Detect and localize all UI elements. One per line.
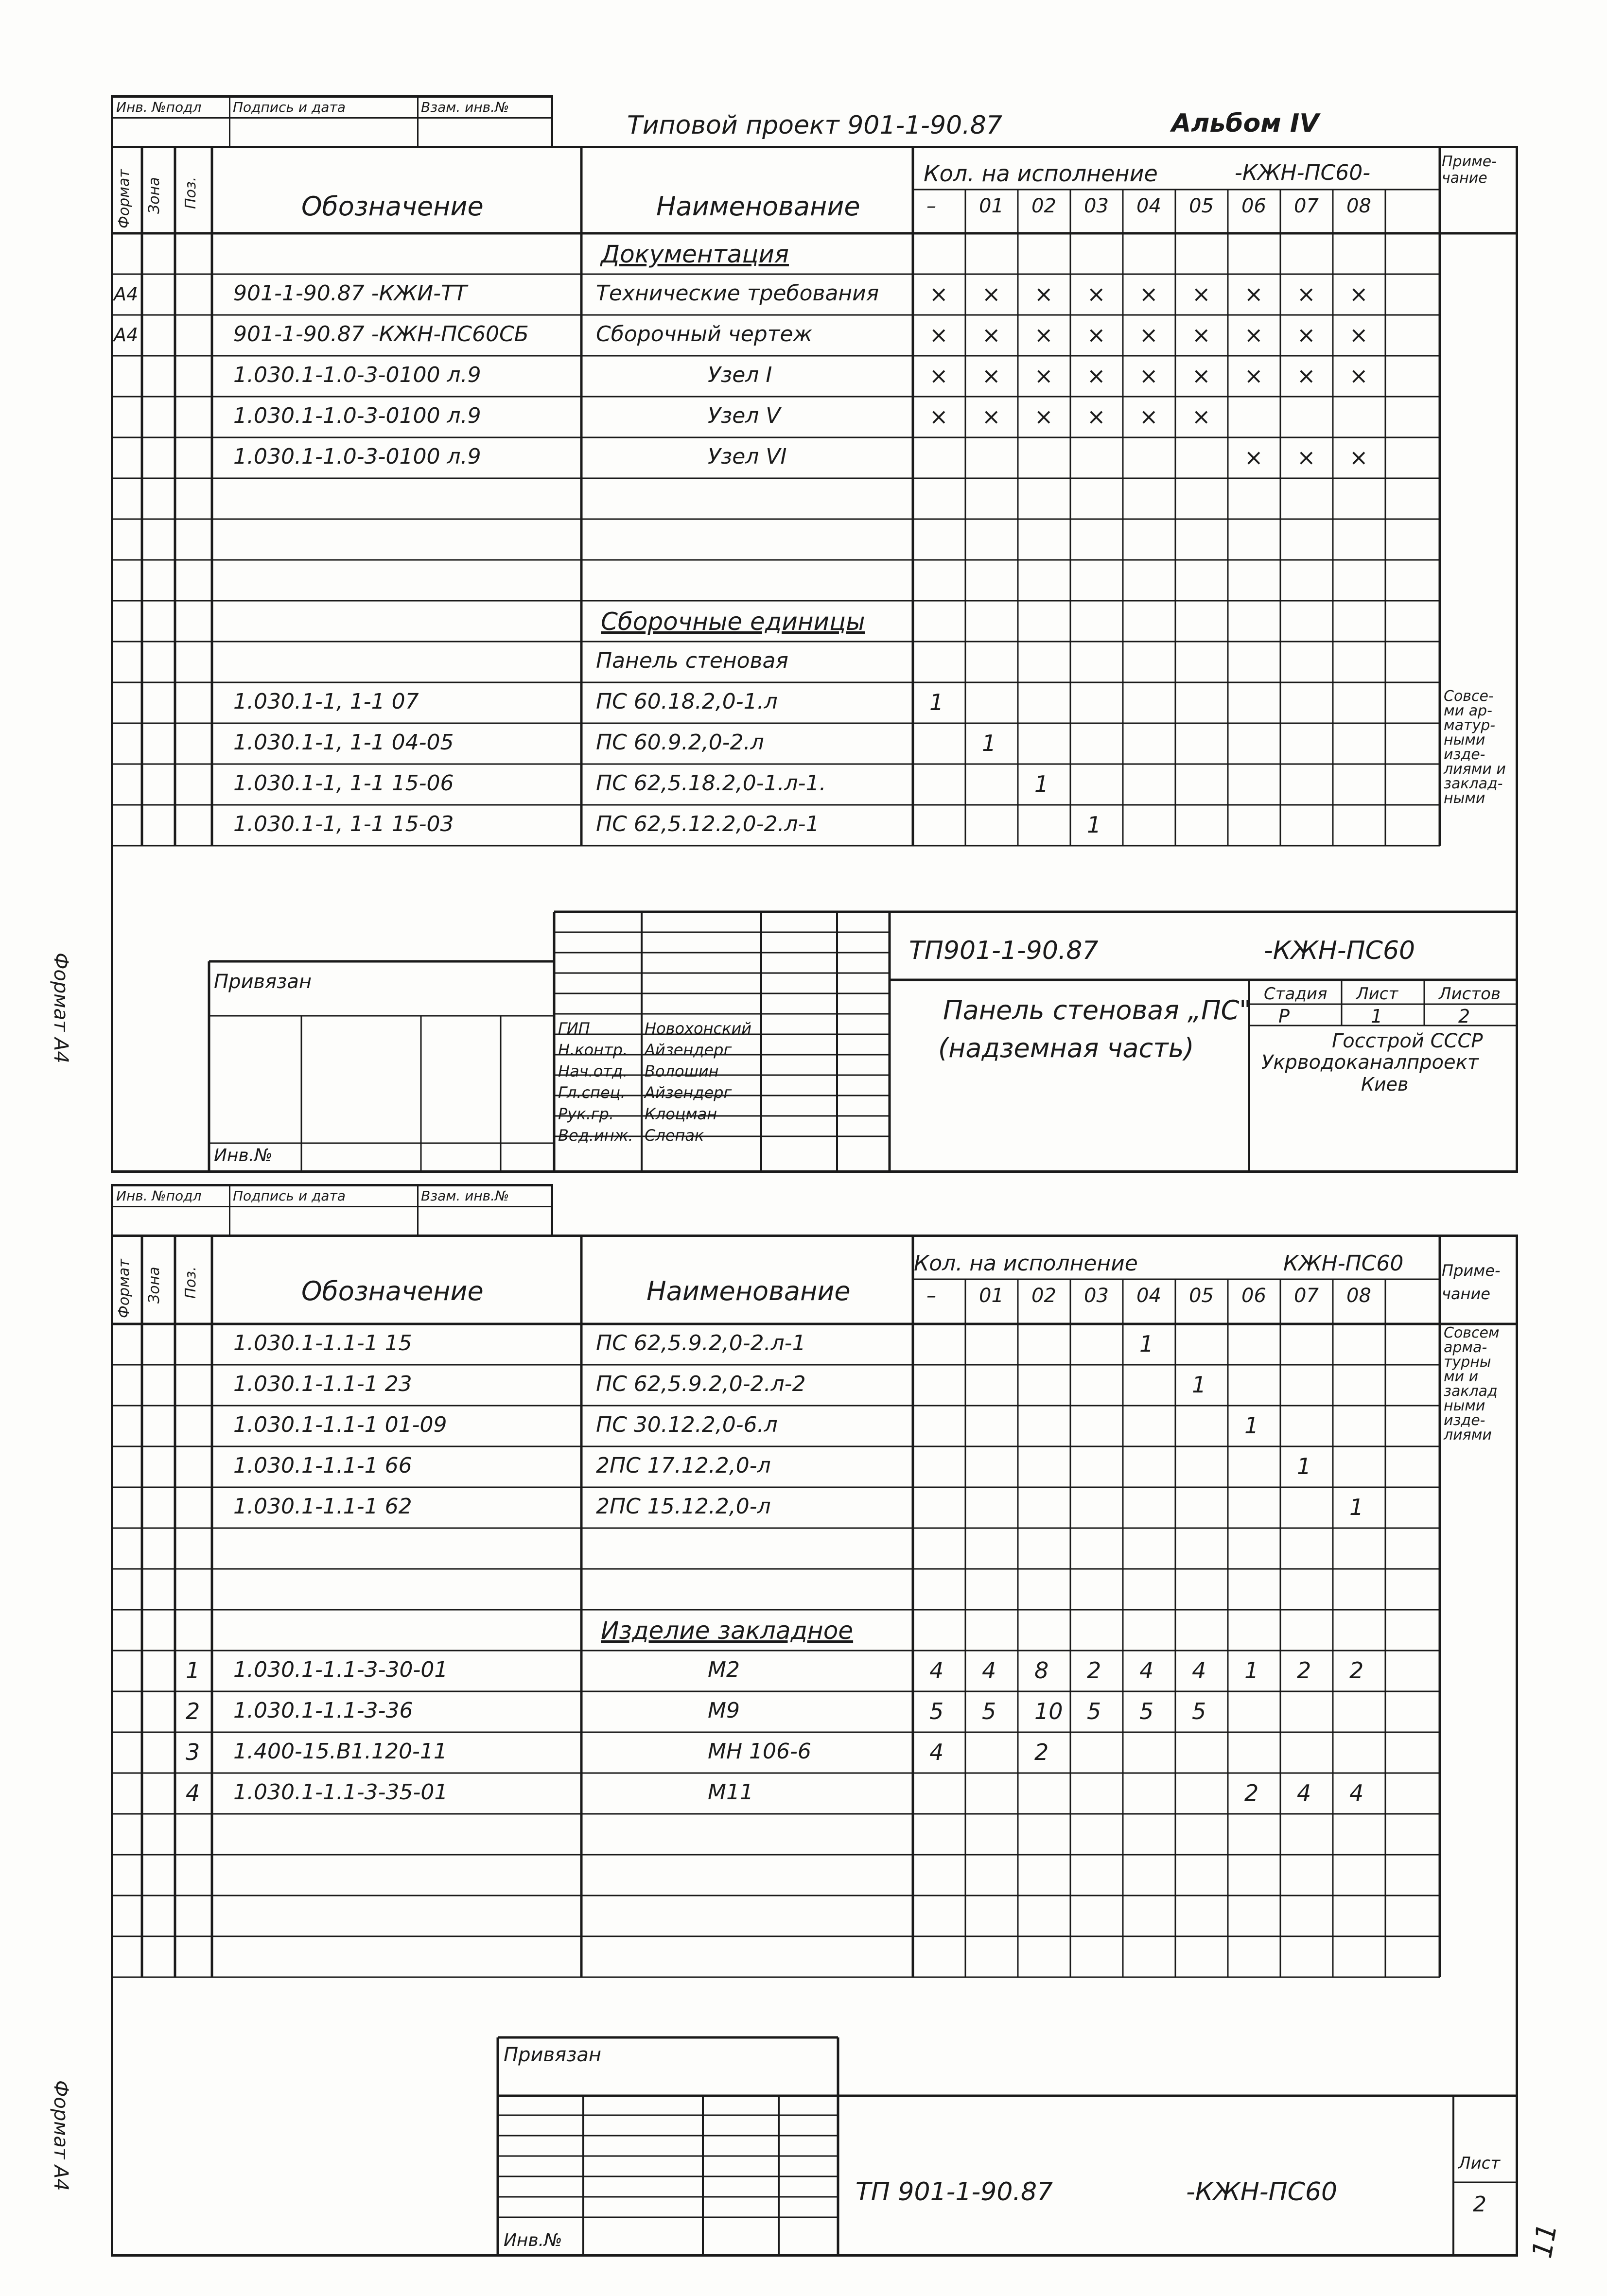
header2-format: Формат	[116, 1259, 133, 1318]
execution-3: 03	[1084, 195, 1109, 217]
row-name: М11	[708, 1780, 753, 1805]
qty-mark: ×	[1139, 281, 1158, 307]
note-line: матур-	[1444, 717, 1496, 734]
execution-2: 02	[1031, 1285, 1056, 1307]
row-format: А4	[114, 324, 139, 346]
signature-role: ГИП	[558, 1019, 590, 1038]
qty-mark: ×	[982, 403, 1001, 430]
qty-mark: ×	[1034, 281, 1053, 307]
qty-mark: ×	[1349, 363, 1368, 389]
execution-4: 04	[1136, 1285, 1161, 1307]
qty-mark: 4	[929, 1739, 944, 1765]
row-name: ПС 62,5.12.2,0-2.л-1	[596, 812, 820, 836]
qty-mark: ×	[982, 322, 1001, 348]
qty-mark: ×	[982, 363, 1001, 389]
qty-mark: 4	[1139, 1657, 1154, 1684]
row-designation: 1.030.1-1.1-3-30-01	[233, 1657, 448, 1682]
row-name: Узел VI	[708, 444, 787, 469]
row-name: ПС 30.12.2,0-6.л	[596, 1412, 778, 1437]
row-designation: 1.030.1-1.1-3-36	[233, 1698, 413, 1723]
qty-mark: ×	[1244, 444, 1263, 470]
section-heading: Документация	[601, 240, 789, 268]
execution-6: 06	[1241, 1285, 1266, 1307]
qty-mark: 5	[1192, 1698, 1206, 1724]
row-pos: 4	[186, 1780, 200, 1806]
project-title: Типовой проект 901-1-90.87	[627, 111, 1002, 140]
execution-2: 02	[1031, 195, 1056, 217]
header2-qty-code: КЖН-ПС60	[1283, 1251, 1404, 1276]
qty-mark: ×	[1297, 363, 1316, 389]
row-name: Сборочный чертеж	[596, 322, 813, 347]
qty-mark: 4	[982, 1657, 996, 1684]
qty-mark: ×	[1139, 322, 1158, 348]
header2-zone: Зона	[146, 1267, 163, 1304]
stamp-inv-label: Инв. №подл	[116, 99, 202, 115]
row-name: МН 106-6	[708, 1739, 811, 1764]
tb-code-suffix: -КЖН-ПС60	[1264, 936, 1415, 965]
qty-mark: ×	[1087, 403, 1106, 430]
signature-role: Нач.отд.	[558, 1062, 628, 1080]
row-name: Узел I	[708, 363, 772, 387]
header-qty-title: Кол. на исполнение	[924, 160, 1158, 187]
qty-mark: ×	[1297, 281, 1316, 307]
qty-mark: 2	[1349, 1657, 1364, 1684]
header-name: Наименование	[656, 191, 860, 222]
tb-sheets-label: Листов	[1439, 984, 1501, 1004]
qty-mark: ×	[929, 322, 948, 348]
row-designation: 1.030.1-1.1-1 15	[233, 1331, 412, 1356]
row-name: М9	[708, 1698, 740, 1723]
signature-name: Новохонский	[645, 1019, 752, 1038]
qty-mark: ×	[1297, 322, 1316, 348]
qty-mark: 5	[929, 1698, 944, 1724]
row-name: 2ПС 17.12.2,0-л	[596, 1453, 771, 1478]
tb-org2: Укрводоканалпроект	[1261, 1051, 1479, 1074]
qty-mark: ×	[1244, 281, 1263, 307]
note-line: изде-	[1444, 1412, 1485, 1429]
qty-mark: ×	[1139, 363, 1158, 389]
qty-mark: ×	[982, 281, 1001, 307]
note-line: изде-	[1444, 746, 1485, 763]
tb-org3: Киев	[1361, 1074, 1409, 1095]
row-pos: 2	[186, 1698, 200, 1724]
qty-mark: ×	[1087, 281, 1106, 307]
execution-1: 01	[979, 1285, 1004, 1307]
qty-mark: 1	[1244, 1657, 1259, 1684]
qty-mark: ×	[1349, 444, 1368, 470]
privyazan-label: Привязан	[214, 971, 312, 993]
qty-mark: ×	[929, 403, 948, 430]
qty-mark: 1	[1244, 1412, 1259, 1439]
note-line: лиями и	[1444, 761, 1506, 778]
row-name: Технические требования	[596, 281, 879, 306]
row-name: ПС 60.9.2,0-2.л	[596, 730, 764, 755]
row-designation: 1.030.1-1.0-3-0100 л.9	[233, 403, 481, 428]
qty-mark: ×	[1192, 363, 1211, 389]
header-zone: Зона	[146, 177, 163, 214]
signature-role: Гл.спец.	[558, 1083, 626, 1102]
signature-role: Вед.инж.	[558, 1126, 633, 1145]
execution-7: 07	[1294, 1285, 1319, 1307]
note-line: заклад	[1444, 1383, 1498, 1400]
qty-mark: 5	[1139, 1698, 1154, 1724]
stamp2-vzam-label: Взам. инв.№	[421, 1188, 509, 1204]
qty-mark: ×	[1087, 363, 1106, 389]
execution-4: 04	[1136, 195, 1161, 217]
qty-mark: 4	[1297, 1780, 1311, 1806]
qty-mark: ×	[1087, 322, 1106, 348]
row-designation: 1.030.1-1, 1-1 15-06	[233, 771, 454, 796]
qty-mark: 4	[929, 1657, 944, 1684]
note-line: заклад-	[1444, 775, 1503, 792]
execution-3: 03	[1084, 1285, 1109, 1307]
qty-mark: ×	[1034, 322, 1053, 348]
row-name: ПС 62,5.9.2,0-2.л-1	[596, 1331, 806, 1356]
note-line: лиями	[1444, 1426, 1492, 1444]
row-pos: 3	[186, 1739, 200, 1765]
stamp2-sign-label: Подпись и дата	[233, 1188, 346, 1204]
stamp-vzam-label: Взам. инв.№	[421, 99, 509, 115]
row-name: ПС 62,5.18.2,0-1.л-1.	[596, 771, 826, 796]
qty-mark: 1	[929, 689, 944, 715]
qty-mark: ×	[1349, 281, 1368, 307]
qty-mark: 2	[1087, 1657, 1101, 1684]
tb2-sheet: 2	[1473, 2192, 1486, 2217]
execution-5: 05	[1189, 195, 1214, 217]
section-heading: Сборочные единицы	[601, 608, 865, 636]
note-line: ми и	[1444, 1368, 1479, 1385]
signature-name: Клоцман	[645, 1105, 717, 1123]
execution-8: 08	[1346, 1285, 1371, 1307]
section-heading: Изделие закладное	[601, 1617, 854, 1645]
execution-5: 05	[1189, 1285, 1214, 1307]
header-qty-code: -КЖН-ПС60-	[1235, 160, 1371, 185]
qty-mark: ×	[1244, 363, 1263, 389]
note-line: Совсе-	[1444, 688, 1494, 705]
header2-qty-title: Кол. на исполнение	[914, 1251, 1138, 1276]
qty-mark: 1	[982, 730, 996, 756]
row-designation: 1.030.1-1.1-1 62	[233, 1494, 412, 1519]
row-designation: 1.030.1-1.1-1 23	[233, 1372, 412, 1396]
tb2-code: ТП 901-1-90.87	[856, 2177, 1053, 2207]
note-line: арма-	[1444, 1339, 1487, 1356]
row-designation: 1.400-15.В1.120-11	[233, 1739, 447, 1764]
qty-mark: ×	[1192, 281, 1211, 307]
qty-mark: 4	[1349, 1780, 1364, 1806]
note-line: ными	[1444, 790, 1485, 807]
tb2-sheet-label: Лист	[1458, 2154, 1501, 2173]
row-designation: 1.030.1-1, 1-1 15-03	[233, 812, 454, 836]
row-designation: 1.030.1-1.1-3-35-01	[233, 1780, 448, 1805]
tb-sheet: 1	[1371, 1006, 1383, 1027]
row-name: ПС 60.18.2,0-1.л	[596, 689, 778, 714]
qty-mark: ×	[1034, 403, 1053, 430]
qty-mark: 10	[1034, 1698, 1063, 1724]
row-designation: 901-1-90.87 -КЖИ-ТТ	[233, 281, 467, 306]
qty-mark: 8	[1034, 1657, 1049, 1684]
qty-mark: 2	[1297, 1657, 1311, 1684]
tb2-code-suffix: -КЖН-ПС60	[1186, 2177, 1338, 2207]
stamp-sign-label: Подпись и дата	[233, 99, 346, 115]
qty-mark: 1	[1034, 771, 1049, 797]
row-designation: 1.030.1-1, 1-1 07	[233, 689, 419, 714]
row-designation: 1.030.1-1.1-1 66	[233, 1453, 412, 1478]
qty-mark: ×	[1349, 322, 1368, 348]
tb-title: Панель стеновая „ПС"	[943, 995, 1252, 1026]
header2-name: Наименование	[646, 1276, 851, 1306]
row-name: 2ПС 15.12.2,0-л	[596, 1494, 771, 1519]
tb-stage-label: Стадия	[1264, 984, 1328, 1004]
qty-mark: 1	[1349, 1494, 1364, 1520]
header-pos: Поз.	[182, 176, 199, 209]
tb-code: ТП901-1-90.87	[909, 936, 1099, 965]
album-label: Альбом IV	[1171, 109, 1319, 138]
header-note: Приме-чание	[1442, 153, 1497, 187]
tb-stage: Р	[1278, 1006, 1290, 1027]
header2-pos: Поз.	[182, 1266, 199, 1299]
qty-mark: 4	[1192, 1657, 1206, 1684]
row-name: ПС 62,5.9.2,0-2.л-2	[596, 1372, 806, 1396]
header2-designation: Обозначение	[301, 1276, 484, 1306]
privyazan2-label: Привязан	[504, 2044, 602, 2066]
row-pos: 1	[186, 1657, 200, 1684]
execution-0: –	[926, 195, 936, 217]
qty-mark: 1	[1297, 1453, 1311, 1479]
note-line: ными	[1444, 731, 1485, 748]
qty-mark: ×	[929, 363, 948, 389]
execution-0: –	[926, 1285, 936, 1307]
inv-label: Инв.№	[214, 1146, 273, 1165]
qty-mark: 2	[1034, 1739, 1049, 1765]
signature-name: Слепак	[645, 1126, 704, 1145]
qty-mark: 5	[982, 1698, 996, 1724]
qty-mark: ×	[929, 281, 948, 307]
tb-sheets: 2	[1458, 1006, 1470, 1027]
qty-mark: ×	[1192, 322, 1211, 348]
execution-7: 07	[1294, 195, 1319, 217]
row-designation: 901-1-90.87 -КЖН-ПС60СБ	[233, 322, 529, 347]
qty-mark: ×	[1192, 403, 1211, 430]
tb-org1: Госстрой СССР	[1332, 1030, 1483, 1052]
margin-format-top: Формат А4	[50, 953, 72, 1063]
qty-mark: 1	[1139, 1331, 1154, 1357]
row-designation: 1.030.1-1, 1-1 04-05	[233, 730, 454, 755]
inv2-label: Инв.№	[504, 2230, 562, 2250]
execution-6: 06	[1241, 195, 1266, 217]
note-line: турны	[1444, 1354, 1491, 1371]
header-format: Формат	[116, 169, 133, 228]
signature-role: Н.контр.	[558, 1041, 628, 1059]
execution-1: 01	[979, 195, 1004, 217]
signature-name: Айзендерг	[645, 1041, 732, 1059]
note-line: ми ар-	[1444, 702, 1492, 719]
row-name: М2	[708, 1657, 740, 1682]
qty-mark: ×	[1034, 363, 1053, 389]
qty-mark: ×	[1244, 322, 1263, 348]
tb-subtitle: (надземная часть)	[938, 1033, 1194, 1063]
tb-sheet-label: Лист	[1356, 984, 1398, 1004]
header-designation: Обозначение	[301, 191, 484, 222]
signature-name: Айзендерг	[645, 1083, 732, 1102]
signature-name: Волошин	[645, 1062, 719, 1080]
row-name: Панель стеновая	[596, 648, 788, 673]
page-number: 11	[1526, 2221, 1564, 2261]
signature-role: Рук.гр.	[558, 1105, 614, 1123]
qty-mark: 2	[1244, 1780, 1259, 1806]
qty-mark: 1	[1087, 812, 1101, 838]
note-line: ными	[1444, 1397, 1485, 1414]
stamp2-inv-label: Инв. №подл	[116, 1188, 202, 1204]
row-designation: 1.030.1-1.1-1 01-09	[233, 1412, 447, 1437]
qty-mark: ×	[1297, 444, 1316, 470]
row-designation: 1.030.1-1.0-3-0100 л.9	[233, 363, 481, 387]
qty-mark: 5	[1087, 1698, 1101, 1724]
note-line: Совсем	[1444, 1324, 1500, 1341]
row-designation: 1.030.1-1.0-3-0100 л.9	[233, 444, 481, 469]
qty-mark: 1	[1192, 1372, 1206, 1398]
qty-mark: ×	[1139, 403, 1158, 430]
execution-8: 08	[1346, 195, 1371, 217]
header2-note: Приме-чание	[1442, 1261, 1501, 1303]
row-name: Узел V	[708, 403, 781, 428]
margin-format-bottom: Формат А4	[50, 2080, 72, 2191]
row-format: А4	[114, 283, 139, 305]
